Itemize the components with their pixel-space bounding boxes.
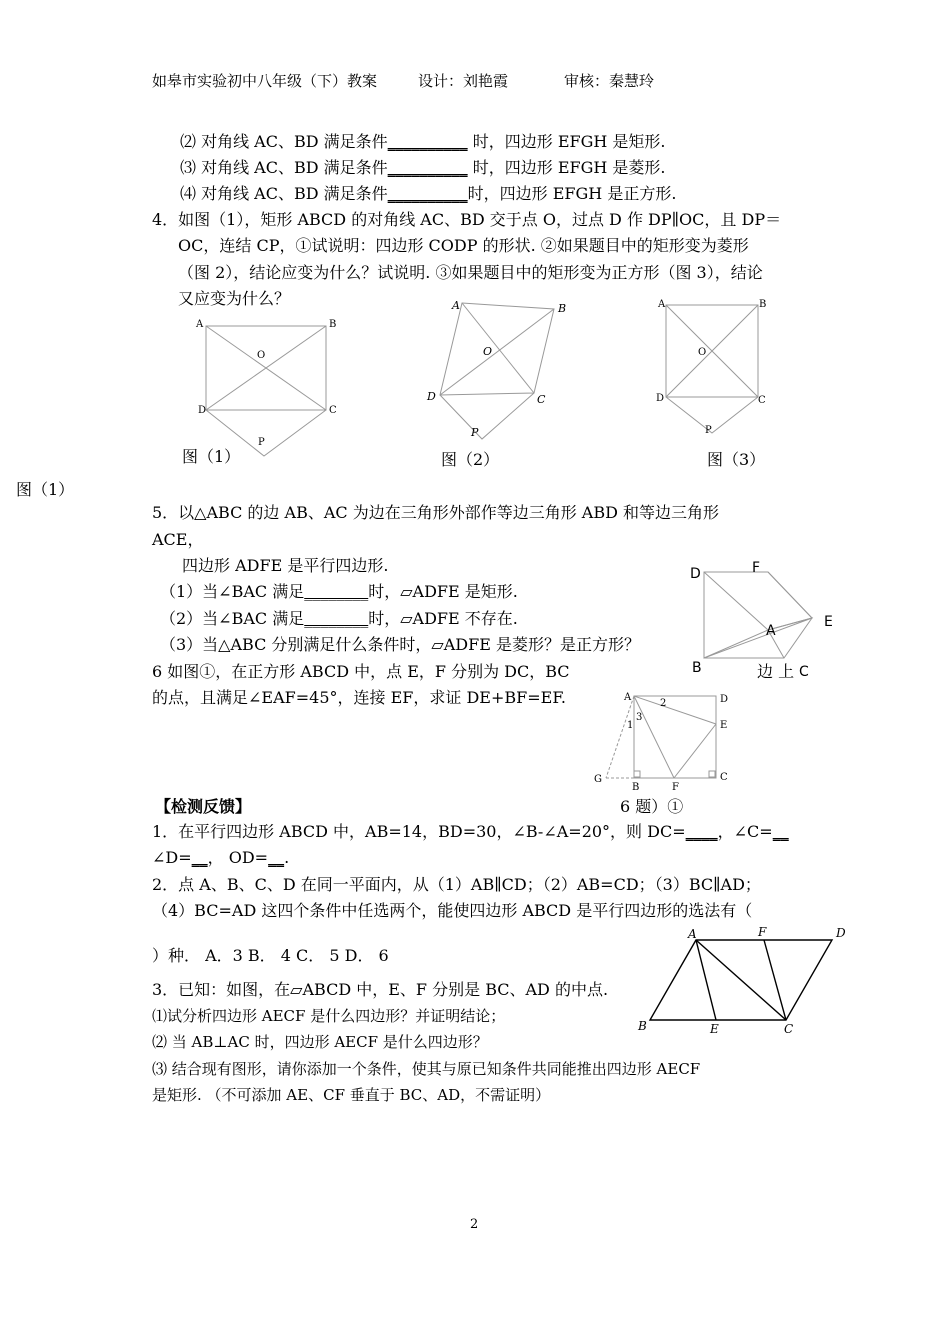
- fig3-label-A: A: [658, 299, 666, 310]
- feedback-q3-sub-3: ⑶ 结合现有图形，请你添加一个条件，使其与原已知条件共同能推出四边形 AECF: [152, 1060, 701, 1078]
- fig3-label-D: D: [656, 393, 665, 404]
- caption-fig-2: 图（2）: [441, 450, 500, 469]
- fig1-label-B: B: [329, 319, 337, 330]
- figure-q5-parallelogram: [686, 558, 846, 678]
- fb-label-D: D: [836, 926, 846, 940]
- q3-item-2: ⑵ 对角线 AC、BD 满足条件__________ 时，四边形 EFGH 是矩形.: [180, 132, 666, 151]
- q6-label-F: F: [672, 782, 679, 793]
- q6-label-A: A: [624, 692, 632, 703]
- q5-line-1: 5．以△ABC 的边 AB、AC 为边在三角形外部作等边三角形 ABD 和等边三角形: [152, 503, 720, 522]
- q5-item-1: （1）当∠BAC 满足________时，▱ADFE 是矩形.: [160, 582, 518, 601]
- q6-line-1: 6 如图①，在正方形 ABCD 中，点 E，F 分别为 DC，BC: [152, 662, 570, 681]
- q5-label-C: C: [799, 664, 809, 680]
- fig2-label-B: B: [558, 302, 567, 315]
- fb-label-A: A: [688, 927, 697, 941]
- q6-label-B: B: [632, 782, 640, 793]
- fig1-label-O: O: [257, 350, 266, 361]
- feedback-q2-line-3: ）种． A．3 B． 4 C． 5 D． 6: [152, 946, 389, 965]
- q6-label-E: E: [720, 720, 728, 731]
- q6-angle-1: 1: [627, 720, 634, 731]
- q4-line-2: OC，连结 CP，①试说明：四边形 CODP 的形状. ②如果题目中的矩形变为菱形: [178, 236, 749, 255]
- feedback-q3-sub-1: ⑴试分析四边形 AECF 是什么四边形？并证明结论；: [152, 1007, 506, 1025]
- q4-line-1: 4．如图（1），矩形 ABCD 的对角线 AC、BD 交于点 O，过点 D 作 DP∥OC，且 DP＝: [152, 210, 782, 229]
- feedback-q3-sub-2: ⑵ 当 AB⊥AC 时，四边形 AECF 是什么四边形？: [152, 1033, 488, 1051]
- fig2-label-C: C: [537, 393, 546, 406]
- header-school: 如皋市实验初中八年级（下）教案: [152, 72, 378, 90]
- caption-fig-3: 图（3）: [707, 450, 766, 469]
- q4-line-4: 又应变为什么？: [178, 289, 291, 308]
- q6-angle-2: 2: [660, 698, 667, 709]
- feedback-q3-line-1: 3．已知：如图，在▱ABCD 中，E、F 分别是 BC、AD 的中点.: [152, 980, 609, 999]
- fig2-label-D: D: [427, 390, 436, 403]
- feedback-q1-line-2: ∠D=__， OD=__.: [152, 848, 290, 867]
- figure-square: [652, 295, 782, 445]
- fig1-label-D: D: [198, 405, 207, 416]
- q6-label-G: G: [594, 774, 602, 785]
- q6-label-D: D: [720, 694, 729, 705]
- fig1-label-C: C: [329, 405, 337, 416]
- fig2-label-O: O: [483, 345, 493, 358]
- q3-item-3: ⑶ 对角线 AC、BD 满足条件__________ 时，四边形 EFGH 是菱形.: [180, 158, 666, 177]
- header-reviewer: 审核：秦慧玲: [564, 72, 655, 90]
- q5-label-D: D: [690, 566, 701, 582]
- q3-item-4: ⑷ 对角线 AC、BD 满足条件__________时，四边形 EFGH 是正方形.: [180, 184, 677, 203]
- fig3-label-C: C: [758, 395, 766, 406]
- figure-q6-square: [590, 688, 740, 796]
- caption-fig-1: 图（1）: [182, 447, 241, 466]
- feedback-q2-line-2: （4）BC=AD 这四个条件中任选两个，能使四边形 ABCD 是平行四边形的选法有（: [152, 901, 753, 920]
- fig2-label-A: A: [452, 299, 460, 312]
- fig1-label-A: A: [196, 319, 204, 330]
- fig1-label-P: P: [258, 437, 265, 448]
- fig3-label-B: B: [759, 299, 767, 310]
- header-designer: 设计：刘艳霞: [418, 72, 509, 90]
- q5-label-F: F: [752, 560, 761, 576]
- fb-label-F: F: [758, 925, 767, 939]
- q6-label-C: C: [720, 772, 728, 783]
- page-number: 2: [470, 1217, 479, 1232]
- fig2-label-P: P: [471, 426, 479, 439]
- figure-rhombus: [420, 295, 580, 445]
- q5-line-2: ACE，: [152, 530, 204, 549]
- q5-item-2: （2）当∠BAC 满足________时，▱ADFE 不存在.: [160, 609, 518, 628]
- stray-caption: 图（1）: [16, 480, 75, 499]
- q5-label-E: E: [824, 614, 833, 630]
- figure-rectangle: [190, 310, 350, 460]
- feedback-q1-line-1: 1．在平行四边形 ABCD 中，AB=14，BD=30，∠B-∠A=20°，则 DC=____，∠C=__: [152, 822, 789, 841]
- q5-label-A: A: [766, 623, 776, 639]
- q6-caption: 6 题）①: [620, 797, 684, 816]
- q5-line-3: 四边形 ADFE 是平行四边形.: [182, 556, 389, 575]
- fig3-label-O: O: [698, 347, 707, 358]
- feedback-q3-sub-4: 是矩形. （不可添加 AE、CF 垂直于 BC、AD，不需证明）: [152, 1086, 551, 1104]
- q6-line-2: 的点，且满足∠EAF=45°，连接 EF，求证 DE+BF=EF.: [152, 688, 567, 707]
- fb-label-B: B: [638, 1019, 647, 1033]
- fb-label-E: E: [710, 1022, 719, 1036]
- feedback-q2-line-1: 2．点 A、B、C、D 在同一平面内，从（1）AB∥CD；（2）AB=CD；（3）BC∥AD；: [152, 875, 761, 894]
- q5-label-B: B: [692, 660, 702, 676]
- q6-angle-3: 3: [636, 712, 643, 723]
- fig3-label-P: P: [705, 425, 712, 436]
- figure-feedback-parallelogram: [630, 924, 860, 1039]
- fb-label-C: C: [784, 1022, 794, 1036]
- feedback-heading: 【检测反馈】: [155, 797, 252, 816]
- q5-item-3: （3）当△ABC 分别满足什么条件时，▱ADFE 是菱形？是正方形？: [160, 635, 640, 654]
- q4-line-3: （图 2），结论应变为什么？试说明. ③如果题目中的矩形变为正方形（图 3），结论: [178, 263, 763, 282]
- q6-line-1-tail: 边 上: [757, 662, 795, 681]
